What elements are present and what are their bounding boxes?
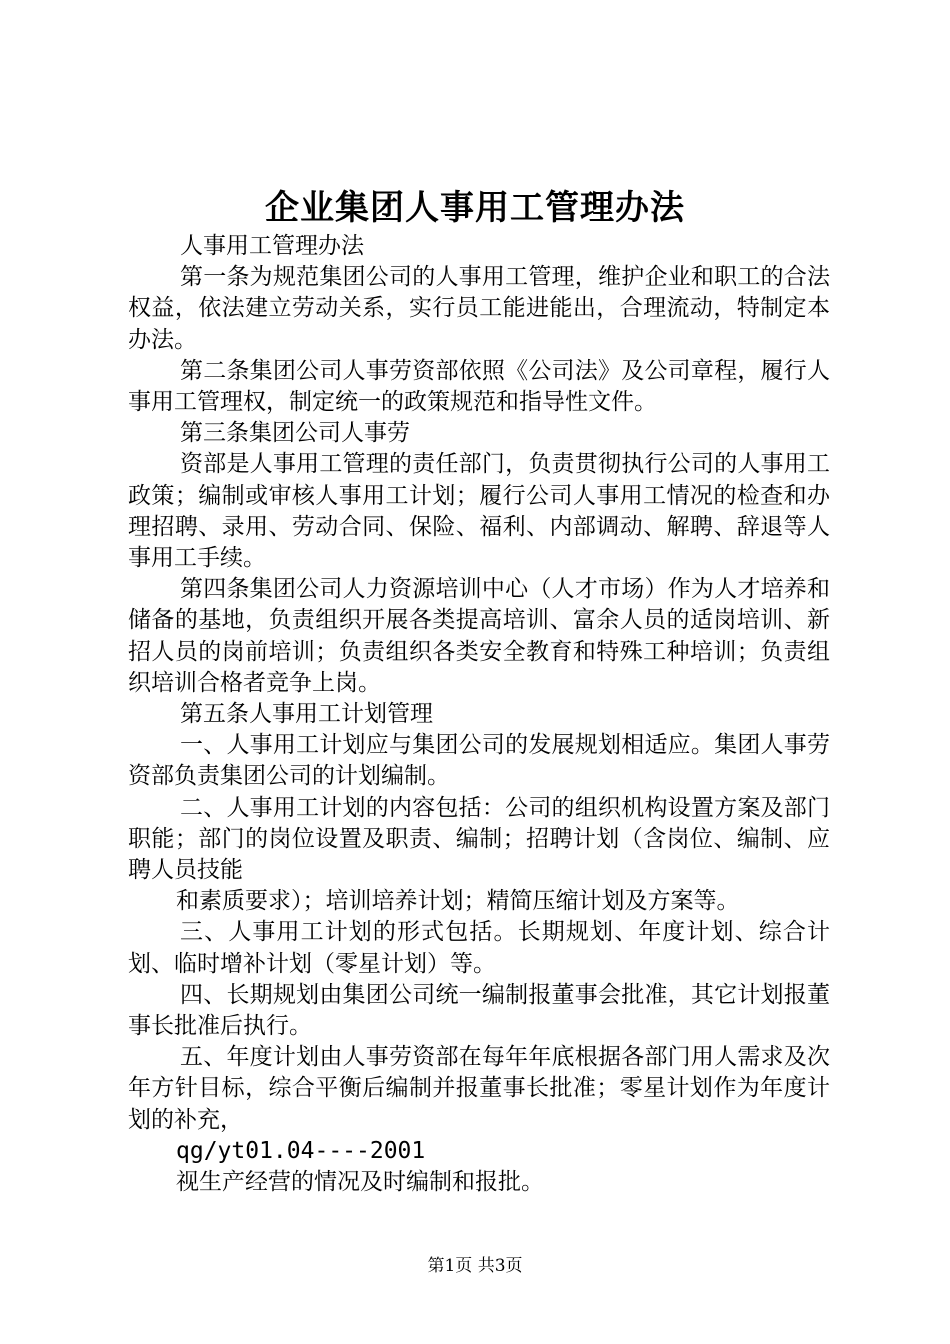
paragraph-heading: 人事用工管理办法 bbox=[180, 233, 364, 259]
paragraph-document-code: qg/yt01.04----2001 bbox=[176, 1137, 426, 1164]
document-body bbox=[128, 231, 830, 1198]
paragraph-item-3: 三、人事用工计划的形式包括。长期规划、年度计划、综合计划、临时增补计划（零星计划）等。 bbox=[128, 919, 830, 977]
paragraph-article-5: 第五条人事用工计划管理 bbox=[180, 701, 433, 728]
paragraph-article-3: 第三条集团公司人事劳 bbox=[180, 420, 410, 447]
paragraph-article-4: 第四条集团公司人力资源培训中心（人才市场）作为人才培养和储备的基地，负责组织开展各类提高培训、富余人员的适岗培训、新招人员的岗前培训；负责组织各类安全教育和特殊工种培训；负责组织培训合格者竞争上岗。 bbox=[128, 576, 830, 696]
paragraph-item-2: 二、人事用工计划的内容包括：公司的组织机构设置方案及部门职能；部门的岗位设置及职责、编制；招聘计划（含岗位、编制、应聘人员技能 bbox=[128, 794, 830, 884]
paragraph-item-2-continued: 和素质要求）；培训培养计划；精简压缩计划及方案等。 bbox=[176, 888, 740, 915]
document-title: 企业集团人事用工管理办法 bbox=[265, 188, 685, 228]
page-footer: 第1页 共3页 bbox=[427, 1256, 523, 1276]
paragraph-item-5-continued: 视生产经营的情况及时编制和报批。 bbox=[176, 1169, 544, 1196]
paragraph-item-4: 四、长期规划由集团公司统一编制报董事会批准，其它计划报董事长批准后执行。 bbox=[128, 981, 830, 1040]
paragraph-article-1: 第一条为规范集团公司的人事用工管理，维护企业和职工的合法权益，依法建立劳动关系，实行员工能进能出，合理流动，特制定本办法。 bbox=[128, 264, 830, 353]
paragraph-item-5: 五、年度计划由人事劳资部在每年年底根据各部门用人需求及次年方针目标，综合平衡后编制并报董事长批准；零星计划作为年度计划的补充， bbox=[128, 1044, 830, 1133]
paragraph-item-1: 一、人事用工计划应与集团公司的发展规划相适应。集团人事劳资部负责集团公司的计划编制。 bbox=[128, 732, 830, 790]
paragraph-article-2: 第二条集团公司人事劳资部依照《公司法》及公司章程，履行人事用工管理权，制定统一的政策规范和指导性文件。 bbox=[128, 357, 830, 416]
paragraph-article-3-continued: 资部是人事用工管理的责任部门，负责贯彻执行公司的人事用工政策；编制或审核人事用工计划；履行公司人事用工情况的检查和办理招聘、录用、劳动合同、保险、福利、内部调动、解聘、辞退等人事用工手续。 bbox=[128, 451, 830, 572]
